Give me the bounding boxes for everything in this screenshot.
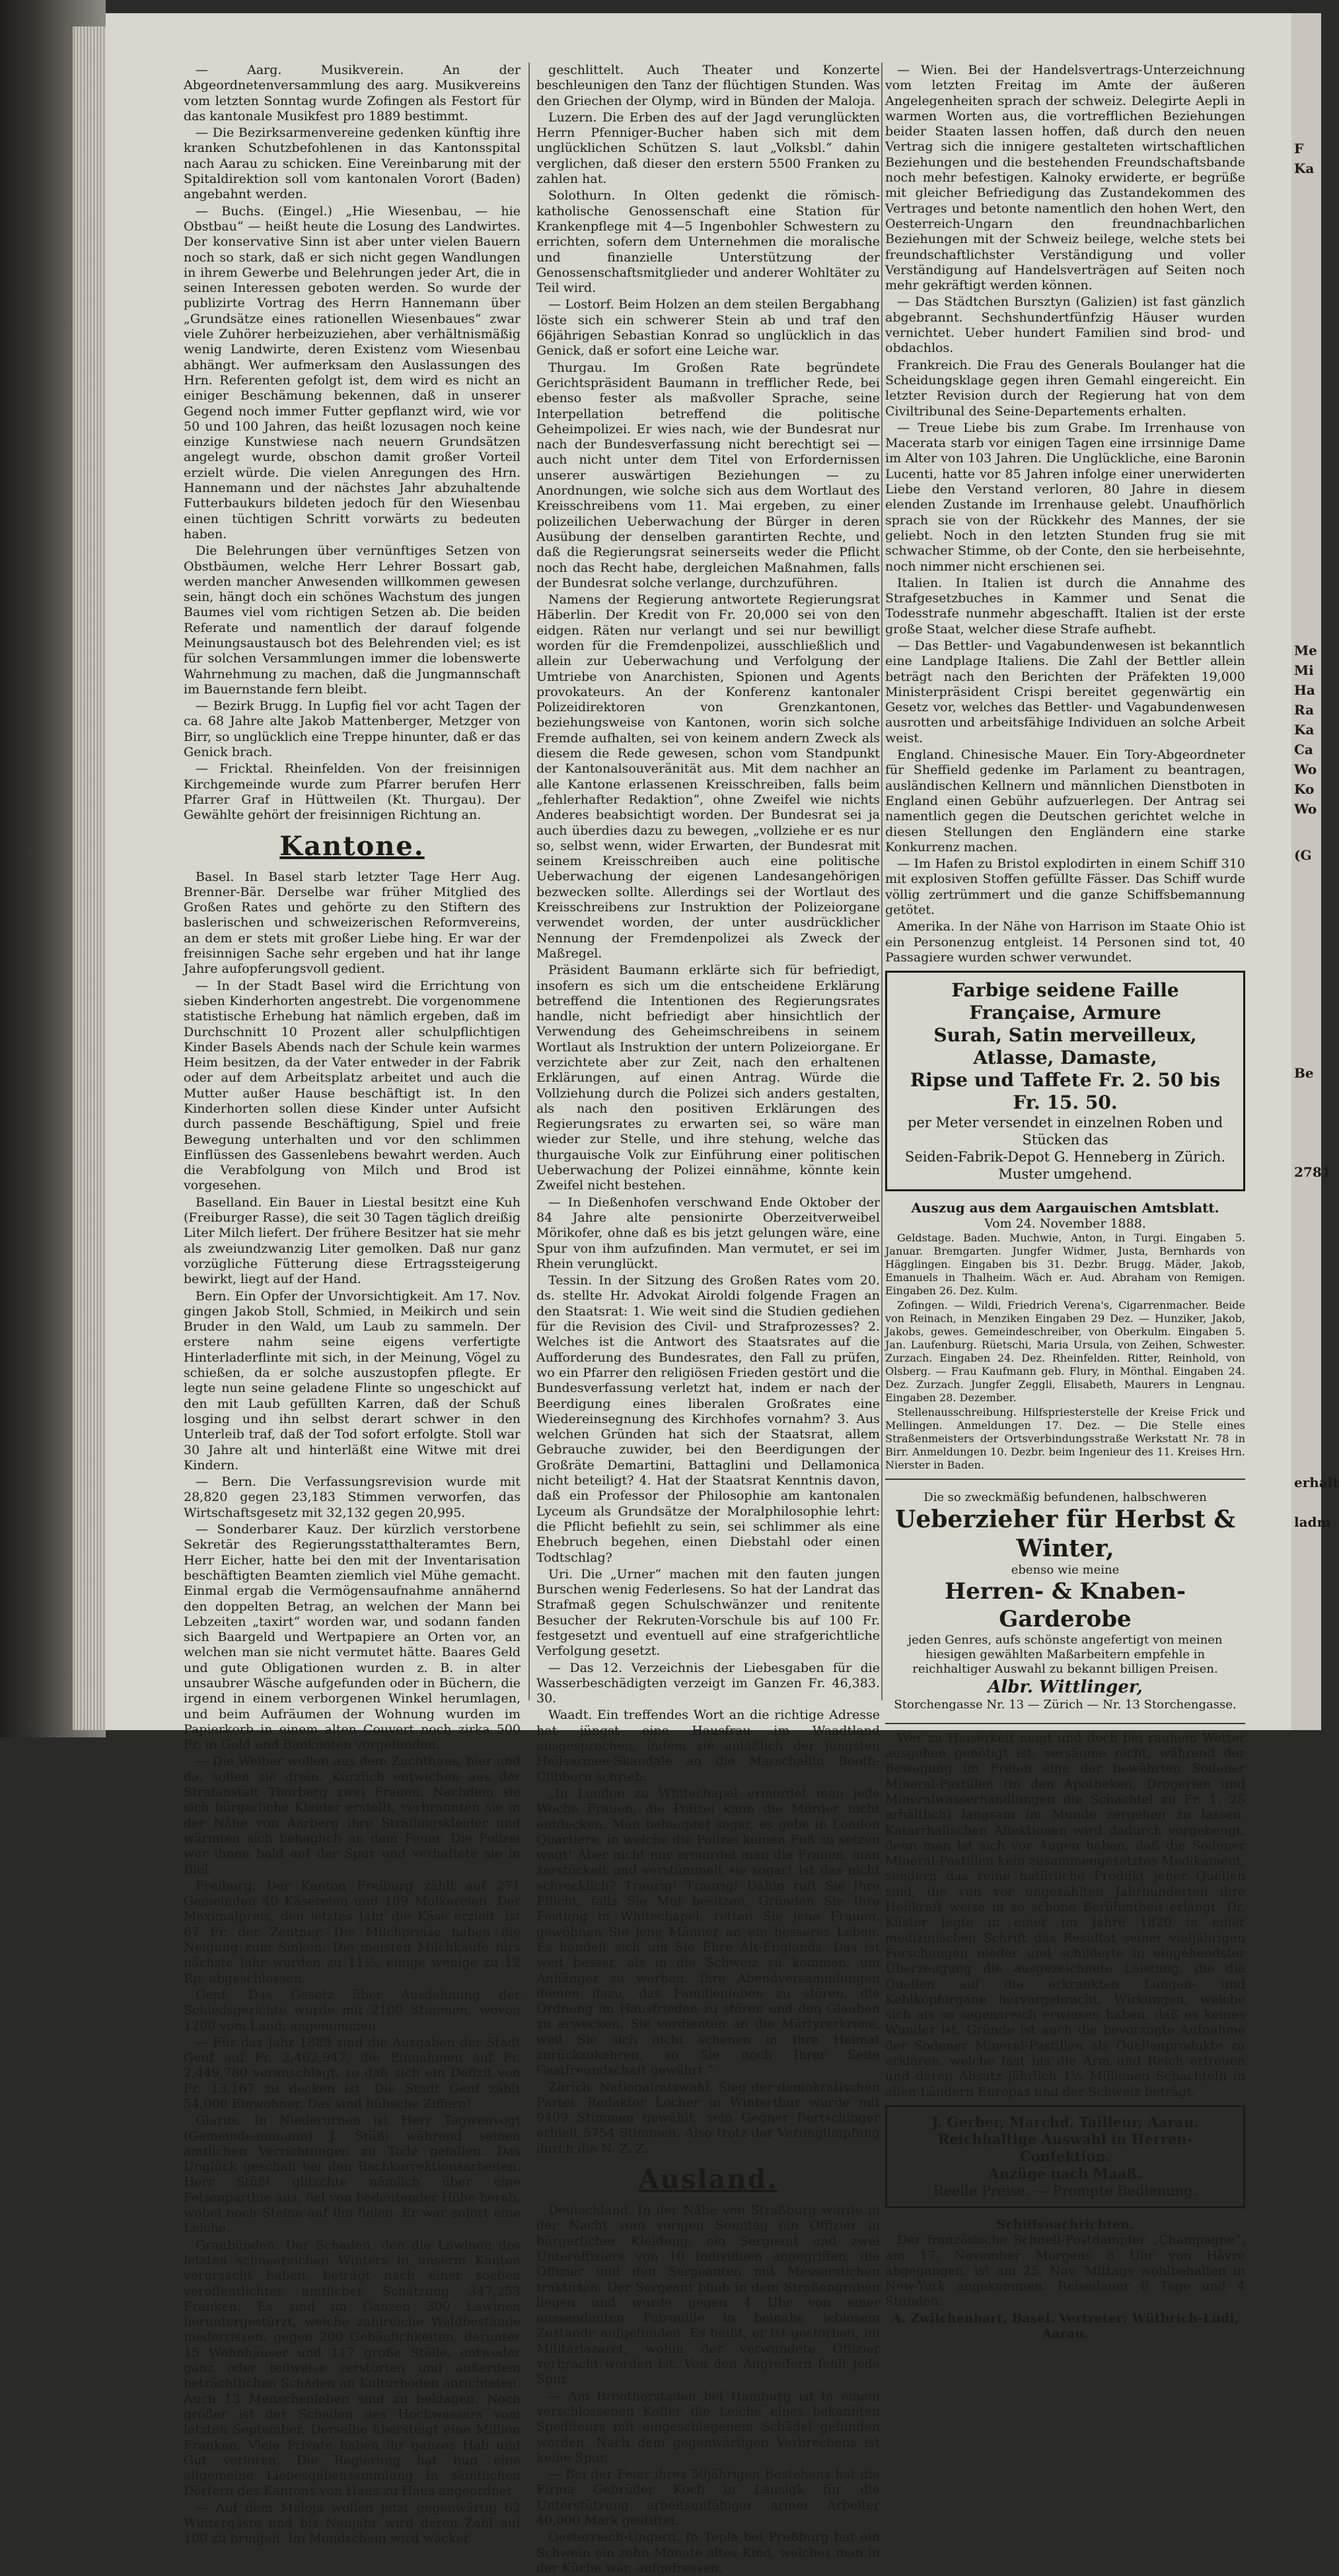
article: Waadt. Ein treffendes Wort an die richtige Adresse hat jüngst eine Hausfrau im Waadtland ausgesprochen, indem sie anläßlich der jüngsten Heilsarmee-Skandale an die Marschallin Booth-Clibborn schrieb:	[536, 1708, 880, 1784]
article: Die Belehrungen über vernünftiges Setzen von Obstbäumen, welche Herr Lehrer Bossart gab, werden mancher Anwesenden willkommen gewesen sein, hängt doch ein schönes Wachstum des jungen Baumes viel vom richtigen Setzen ab. Die beiden Referate und namentlich der darauf folgende Meinungsaustausch bot des Belehrenden viel; es ist für solchen Versammlungen immer die lobenswerte Wahrnehmung zu machen, daß die Jungmannschaft im Bauernstande fern bleibt.	[184, 543, 521, 697]
article: — Wien. Bei der Handelsvertrags-Unterzeichnung vom letzten Freitag im Amte der äußeren Angelegenheiten sprach der schweiz. Delegirte Aepli in warmen Worten aus, die vortrefflichen Beziehungen beider Staaten lassen hoffen, daß durch den neuen Vertrag sich die innigere gestalteten wirtschaftlichen Beziehungen und die bestehenden Freundschaftsbande noch mehr befestigen. Kalnoky erwiderte, er begrüße mit gleicher Befriedigung das Zustandekommen des Vertrages und betonte namentlich den hohen Wert, den Oesterreich-Ungarn den freundnachbarlichen Beziehungen mit der Schweiz beilege, welche stets bei freundschaftlichster Verständigung und voller Verständigung auf Handelsverträgen auf Seiten noch mehr gekräftigt werden können.	[885, 63, 1245, 293]
article: geschlittelt. Auch Theater und Konzerte beschleunigen den Tanz der flüchtigen Stunden. Was den Griechen der Olymp, wird in Bünden der Maloja.	[536, 63, 880, 108]
article: Oesterreich-Ungarn. In Tepla bei Preßburg hat ein Schwein ein zehn Monate altes Kind, welches man in der Küche war, aufgefressen.	[536, 2530, 880, 2575]
stub-text: (G	[1294, 847, 1312, 863]
ad-line: Muster umgehend.	[998, 1166, 1132, 1183]
ad-line: per Meter versendet in einzelnen Roben und Stücken das	[907, 1115, 1223, 1148]
ship-news-title: Schiffsnachrichten.	[996, 2217, 1134, 2232]
article: Luzern. Die Erben des auf der Jagd verunglückten Herrn Pfenniger-Bucher haben sich mit dem unglücklichen Schützen S. laut „Volksbl.“ dahin verglichen, daß dieser den erstern 5500 Franken zu zahlen hat.	[536, 110, 880, 187]
article: „In London zu Whitechapel ermordet man jede Woche Frauen, die Polizei kann die Mörder nicht entdecken. Man behauptet sogar, es gebe in London Quartiere, in welche die Polizei keinen Fuß zu setzen wagt! Aber nicht nur ermordet man die Frauen, man zerstückelt und verstümmelt sie sogar! Ist das nicht schrecklich? Traurig! Traurig! Dahin ruft Sie Ihre Pflicht, falls Sie Mut besitzen. Gründen Sie Ihre Festung in Whitechapel, retten Sie jene Frauen, gewöhnen Sie jene Männer an ein besseres Leben. Es handelt sich um Sie Ehre Alt-Englands. Das ist weit besser, als in die Schweiz zu kommen, um Anhänger zu werben. Ihre Abendversammlungen dienen dazu, das Familienleben zu stören, die Ordnung im Hausfrieden zu stören und den Glauben zu erwecken. Sie verdienten an die Märtyrerkrone, weil Sie sich nicht schenen in Ihre Heimat zurückzukehren, so Sie noch Ihrer Seite Gastfreundschaft gewährt.“	[536, 1786, 880, 2078]
article: — Die Weiber wollen aus dem Zuchthaus, hier und da, sollen sie drein. Kürzlich entwichen aus der Strafanstalt Thorberg zwei Frauen. Nachdem sie sich bürgerliche Kleider erstellt, verbrannten sie in der Nähe von Aarberg ihre Sträflingskleider und wärmten sich behaglich an dem Feuer. Die Polizei war ihnen bald auf der Spur und verhaftete sie in Biel.	[184, 1754, 521, 1877]
stub-text: Ka	[1294, 722, 1315, 738]
article: Uri. Die „Urner“ machen mit den fauten jungen Burschen wenig Federlesens. So hat der Landrat das Strafmaß gegen Schulschwänzer und renitente Besucher der Rekruten-Vorschule bis auf 100 Fr. festgesetzt und eventuell auf eine strafgerichtliche Verfolgung gesetzt.	[536, 1566, 880, 1659]
column-2	[536, 63, 880, 2575]
advertisement-pastilles: Wer zu Heiserkeit neigt und doch bei rauhem Wetter ausgehen genötigt ist, versäume nicht, während der Bewegung im Freien eine der bewährten Sodener Mineral-Pastillen (in den Apotheken, Drogerien und Mineralwasserhandlungen die Schachtel zu Fr. 1. 25 erhältlich) langsam im Munde zergehen zu lassen. Katarrhalischen Affektionen wird dadurch vorgebeugt, denn man ist sich vor Augen haben, daß die Sodener Mineral-Pastillen kein zusammengesetztes Medikament, sondern das reine natürliche Produkt jener Quellen sind, die von vor ungezählten Jahrhunderten ihre Heilkraft weise in so schöne Berühmtheit erlangt. Dr. Küster legte in einer im Jahre 1820 in einer medizinischen Schrift das Resultat seiner vieljährigen Forschungen nieder und schilderte in eingehendster Überzeugung die ausgezeichnete Leistung, die die Quellen auf die erkrankten Lungen- und Kehlkopforgane hervorgebracht, Wirkungen, welche sich als so segensreich erwiesen haben, daß es keines Wunder ist, Gründe ist auch die bevorzugte Aufnahme der Sodener Mineral-Pastillen als Quellenprodukte zu erklären, welche fast bis die Arm und Reich erfreuen und deren Absatz jährlich 1½ Millionen Schachteln in allen Ländern Europas und der Schweiz beträgt.	[885, 1730, 1245, 2099]
article: Zürich. Nationalratswahl. Sieg der demokratischen Partei. Redaktor Locher in Winterthur wurde mit 9409 Stimmen gewählt, sein Gegner Bertschinger erhielt 5754 Stimmen. Also trotz der Verunglimpfung durch die N. Z. Z.	[536, 2079, 880, 2156]
advertisement-coats	[885, 1486, 1245, 1716]
ad-line: Reelle Preise. — Prompte Bedienung.	[933, 2182, 1198, 2199]
article: Frankreich. Die Frau des Generals Boulanger hat die Scheidungsklage gegen ihren Gemahl eingereicht. Ein letzter Revision durch der Regierung hat von dem Civiltribunal des Seine-Departements erhalten.	[885, 357, 1245, 419]
column-divider	[881, 63, 883, 1700]
stub-text: Ha	[1294, 682, 1315, 698]
ad-line: J. Gerber, Marchd. Tailleur, Aarau.	[931, 2113, 1199, 2130]
stub-text: 2781	[1294, 1164, 1331, 1180]
section-heading-kantone: Kantone.	[279, 830, 425, 862]
article: Graubünden. Der Schaden, den die Lawinen des letzten schneereichen Winters in unserm Kanton verursacht haben, beträgt nach einer soeben veröffentlichter amtlicher Schätzung 347,253 Franken. Es sind im Ganzen 300 Lawinen heruntergestürzt, welche zahlreiche Waldbestände niederrissen, gegen 200 Gebäulichkeiten, darunter 15 Wohnhäuser und 117 große Ställe, entweder ganz oder teilweise zerstörten und außerdem beträchtlichen Schaden an Kulturboden anrichteten. Auch 13 Menschenleben sind zu beklagen. Noch größer ist der Schaden des Hochwassers vom letzten September. Derselbe übersteigt eine Million Franken. Viele Private haben ihr ganzes Hab und Gut verloren. Die Regierung hat nun eine allgemeine Liebesgabensammlung in sämtlichen Dörfern des Kantons von Haus zu Haus angeordnet.	[184, 2237, 521, 2499]
article: Deutschland. In der Nähe von Straßburg wurde in der Nacht vom vorigen Sonntag ein Offizier in bürgerlicher Kleidung, ein Sergeant und zwei Unteroffiziere von 10 Individuen angegriffen, die Offizier und den Sergeanten mit Messerstichen traktirten. Der Sergeant blieb in dem Straßengraben liegen und wurde gegen 4 Uhr von einer aussendenten Patrouille in beinahe leblosem Zustande aufgefunden. Es heißt, er ist gestorben, im Militärlazaret, wohin der verwundete Offizier verbracht worden ist. Von den Angreifern fehlt jede Spur.	[536, 2203, 880, 2387]
ad-line: Reichhaltige Auswahl in Herren-Confektion.	[937, 2130, 1193, 2165]
article: — Auf dem Maloja wollen jetzt gegenwärtig 62 Wintergäste und bis Neujahr wird deren Zahl auf 100 zu bringen. Im Mondschein wird wacker	[184, 2500, 521, 2546]
article: — Treue Liebe bis zum Grabe. Im Irrenhause von Macerata starb vor einigen Tagen eine irrsinnige Dame im Alter von 103 Jahren. Die Unglückliche, eine Baronin Lucenti, hatte vor 85 Jahren infolge einer unerwiderten Liebe den Verstand verloren, 80 Jahre in diesem elenden Zustande im Irrenhause gelebt. Unaufhörlich sprach sie von der Rückkehr des Mannes, der sie geliebt. Noch in den letzten Stunden frug sie mit schwacher Stimme, ob der Conte, den sie herbeisehnte, noch nimmer nicht erschienen sei.	[885, 420, 1245, 574]
ad-intro: Die so zweckmäßig befundenen, halbschweren	[923, 1490, 1207, 1504]
stub-text: Be	[1294, 1065, 1314, 1081]
advertisement-silk	[885, 971, 1245, 1191]
divider	[885, 1723, 1245, 1724]
stub-text: Ka	[1294, 160, 1315, 176]
ad-line: Farbige seidene Faille Française, Armure	[951, 979, 1179, 1024]
article: — Buchs. (Eingel.) „Hie Wiesenbau, — hie Obstbau“ — heißt heute die Losung des Landwirtes. Der konservative Sinn ist aber unter vielen Bauern noch so stark, daß er sich nicht gegen Wandlungen in ihrem Gewerbe und Belehrungen jeder Art, die in seinen Interessen geboten werden. So wurde der publizirte Vortrag des Herrn Hannemann über „Grundsätze eines rationellen Wiesenbaues“ zwar viele Zuhörer herbeizuziehen, aber verhältnismäßig wenig Landwirte, deren Existenz vom Wiesenbau abhängt. Wer aufmerksam den Auslassungen des Hrn. Referenten gefolgt ist, dem wird es nicht an einiger Beschämung bekennen, daß in unserer Gegend noch immer Futter gepflanzt wird, wie vor 50 und 100 Jahren, das heißt lozusagen noch keine einzige Kunstwiese nach neuern Grundsätzen angelegt wurde, obschon damit großer Vorteil erzielt würde. Die vielen Anregungen des Hrn. Hannemann und der nächstes Jahr abzuhaltende Futterbaukurs bildeten jedoch für den Wiesenbau einen tüchtigen Schritt vorwärts zu bedeuten haben.	[184, 203, 521, 541]
ad-connector: ebenso wie meine	[1011, 1562, 1120, 1577]
ship-news-text: Der französische Schnell-Postdampfer „Champagne“, am 17. November Morgens 8 Uhr von Hâvre abgegangen, ist am 25. Nov. Mittags wohlbehalten in New-York angekommen. Reisedauer 8 Tage und 4 Stunden.	[885, 2233, 1245, 2309]
stub-text: erhalt	[1294, 1475, 1339, 1490]
article: Amerika. In der Nähe von Harrison im Staate Ohio ist ein Personenzug entgleist. 14 Personen sind tot, 40 Passagiere wurden schwer verwundet.	[885, 919, 1245, 965]
article: Genf. Das Gesetz über Ausdehnung der Schiedsgerichte wurde mit 2100 Stimmen, wovon 1200 vom Land, angenommen.	[184, 1987, 521, 2033]
article: — Sonderbarer Kauz. Der kürzlich verstorbene Sekretär des Regierungsstatthalteramtes Bern, Herr Eicher, hatte bei den mit der Inventarisation beschäftigten Beamten ziemlich viel Mühe gemacht. Einmal ergab die Vermögensaufnahme annähernd den doppelten Betrag, an welchen der Mann bei Lebzeiten „taxirt“ worden war, und sodann fanden sich Baargeld und Wertpapiere an Orten vor, an welchen man sie nicht vermutet hätte. Baares Geld und gute Obligationen wurden z. B. in alter unsaubrer Wäsche aufgefunden oder in Büchern, die irgend in einem verborgenen Winkel herumlagen, und beim Aufräumen der Wohnung wurden im Papierkorb in einem alten Couvert noch zirka 500 Fr. in Gold und Banknoten vorgefunden.	[184, 1522, 521, 1753]
column-divider	[528, 63, 530, 1700]
amtsblatt-text: Stellenausschreibung. Hilfspriesterstelle der Kreise Frick und Mellingen. Anmeldungen 17. Dez. — Die Stelle eines Straßenmeisters der Ortsverbindungsstraße Werkstatt Nr. 78 in Birr. Anmeldungen 10. Dezbr. beim Ingenieur des 11. Kreises Hrn. Nierster in Baden.	[885, 1405, 1245, 1471]
article: — Fricktal. Rheinfelden. Von der freisinnigen Kirchgemeinde wurde zum Pfarrer berufen Herr Pfarrer Graf in Hüttweilen (Kt. Thurgau). Der Gewählte gehört der freisinnigen Richtung an.	[184, 761, 521, 823]
article: — Das Bettler- und Vagabundenwesen ist bekanntlich eine Landplage Italiens. Die Zahl der Bettler allein beträgt nach den Berichten der Präfekten 19,000 Ministerpräsident Crispi bereitet gegenwärtig ein Gesetz vor, welches das Bettler- und Vagabundenwesen ausrotten und arbeitsfähige Individuen an solche Arbeit weist.	[885, 638, 1245, 746]
amtsblatt-title: Auszug aus dem Aargauischen Amtsblatt.	[911, 1200, 1219, 1216]
article: — Das 12. Verzeichnis der Liebesgaben für die Wasserbeschädigten verzeigt im Ganzen Fr. 46,383. 30.	[536, 1660, 880, 1706]
stub-text: Ko	[1294, 781, 1315, 797]
stub-text: Ra	[1294, 702, 1315, 718]
column-1	[184, 63, 521, 2546]
article: — In Dießenhofen verschwand Ende Oktober der 84 Jahre alte pensionirte Oberzeitverweibel Mörikofer, ohne daß es bis jetzt gelungen wäre, eine Spur von ihm aufzufinden. Man vermutet, er sei im Rhein verunglückt.	[536, 1195, 880, 1271]
article: — Bern. Die Verfassungsrevision wurde mit 28,820 gegen 23,183 Stimmen verworfen, das Wirtschaftsgesetz mit 32,132 gegen 20,995.	[184, 1475, 521, 1520]
next-page-stub	[1291, 13, 1339, 1730]
amtsblatt-date: Vom 24. November 1888.	[984, 1216, 1146, 1231]
stub-text: Ca	[1294, 742, 1313, 757]
ad-body: jeden Genres, aufs schönste angefertigt von meinen hiesigen gewählten Maßarbeitern empfehle in reichhaltiger Auswahl zu bekannt billigen Preisen.	[908, 1632, 1223, 1676]
article: — In der Stadt Basel wird die Errichtung von sieben Kinderhorten angestrebt. Die vorgenommene statistische Erhebung hat nämlich ergeben, daß im Durchschnitt 10 Prozent aller schulpflichtigen Kinder Basels Abends nach der Schule kein warmes Heim besitzen, da der Vater entweder in der Fabrik oder auf dem Arbeitsplatz arbeitet und auch die Mutter außer Hause beschäftigt ist. In den Kinderhorten sollen diese Kinder unter Aufsicht durch passende Beschäftigung, Spiel und freie Bewegung unterhalten und vor den schlimmen Einflüssen des Gassenlebens bewahrt werden. Auch die Verabfolgung von Milch und Brod ist vorgesehen.	[184, 978, 521, 1193]
stub-text: ladm	[1294, 1514, 1331, 1530]
advertisement-gerber	[885, 2105, 1245, 2208]
ad-headline-2: Herren- & Knaben-Garderobe	[945, 1578, 1186, 1632]
article: Tessin. In der Sitzung des Großen Rates vom 20. ds. stellte Hr. Advokat Airoldi folgende Fragen an den Staatsrat: 1. Wie weit sind die Studien gediehen für die Revision des Civil- und Strafprozesses? 2. Welches ist die Antwort des Staatsrates auf die Aufforderung des Bundesrates, den Fall zu prüfen, wo ein Pfarrer den religiösen Frieden gestört und die Bundesverfassung verletzt hat, indem er nach der Beerdigung eines liberalen Großrates eine Wiedereinsegnung des Kirchhofes vornahm? 3. Aus welchen Gründen hat sich der Staatsrat, allem Gebrauche zuwider, bei den Beerdigungen der Großräte Demartini, Battaglini und Dellamonica nicht beteiligt? 4. Hat der Staatsrat Kenntnis davon, daß ein Professor der Philosophie am kantonalen Lyceum als Grundsätze der Moralphilosophie lehrt: die Pflicht befiehlt zu sein, sei schlimmer als eine Ehebruch begehen, einen Diebstahl oder einen Todtschlag?	[536, 1273, 880, 1565]
article: — Im Hafen zu Bristol explodirten in einem Schiff 310 mit explosiven Stoffen gefüllte Fässer. Das Schiff wurde völlig zertrümmert und die ganze Schiffsbemannung getötet.	[885, 856, 1245, 918]
article: Basel. In Basel starb letzter Tage Herr Aug. Brenner-Bär. Derselbe war früher Mitglied des Großen Rates und gehörte zu den Stiftern des baslerischen und schweizerischen Reformvereins, an dem er stets mit großer Liebe hing. Er war der freisinnigen Sache sehr ergeben und hat ihr lange Jahre aufopferungsvoll gedient.	[184, 869, 521, 977]
stub-text: Me	[1294, 643, 1317, 658]
article: — Lostorf. Beim Holzen an dem steilen Bergabhang löste sich ein schwerer Stein ab und traf den 66jährigen Sebastian Konrad so unglücklich in das Genick, daß er sofort eine Leiche war.	[536, 297, 880, 359]
divider	[885, 1479, 1245, 1480]
amtsblatt-text: Geldstage. Baden. Muchwie, Anton, in Turgi. Eingaben 5. Januar. Bremgarten. Jungfer Widmer, Justa, Bernhards von Hägglingen. Eingaben bis 31. Dezbr. Brugg. Mäder, Jakob, Emanuels in Thalheim. Wäch er. Aud. Abraham von Remigen. Eingaben 26. Dez. Kulm.	[885, 1231, 1245, 1297]
article: — Bezirk Brugg. In Lupfig fiel vor acht Tagen der ca. 68 Jahre alte Jakob Mattenberger, Metzger von Birr, so unglücklich eine Treppe hinunter, daß er das Genick brach.	[184, 699, 521, 760]
article: Glarus. In Niederurnen ist Herr Tagwenvogt (Gemeindeammann) J. Stüßi während seinen amtlichen Verrichtungen zu Tode gefallen. Das Unglück geschah bei den Bachkorrektionsarbeiten. Herr Stüßi glitschte nämlich über eine Felsenparthie aus, fiel von bedeutender Höhe herab, wobei noch Steine auf ihn fielen. Er war sofort eine Leiche.	[184, 2113, 521, 2236]
ship-news	[885, 2217, 1245, 2342]
ship-news-agent: A. Zwilchenbart, Basel. Vertreter: Wüthrich-Lüdi, Aarau.	[891, 2311, 1239, 2342]
article: Bern. Ein Opfer der Unvorsichtigkeit. Am 17. Nov. gingen Jakob Stoll, Schmied, in Meikirch und sein Bruder in den Wald, um Laub zu sammeln. Der erstere nahm seine eigens verfertigte Hinterladerflinte mit sich, in der Meinung, Vögel zu schießen, da er solche auszustopfen pflegte. Er legte nun seine geladene Flinte so ungeschickt auf den mit Laub gefüllten Karren, daß der Schuß losging und ihn selbst derart schwer in den Unterleib traf, daß der Tod sofort erfolgte. Stoll war 30 Jahre alt und hinterläßt eine Witwe mit drei Kindern.	[184, 1288, 521, 1473]
article: Baselland. Ein Bauer in Liestal besitzt eine Kuh (Freiburger Rasse), die seit 30 Tagen täglich dreißig Liter Milch liefert. Der frühere Besitzer hat sie mehr als zweiundzwanzig Liter gemolken. Daß nur ganz vorzügliche Fütterung diese Ertragssteigerung bewirkt, liegt auf der Hand.	[184, 1195, 521, 1287]
article: — Am Broothorstaden bei Hamburg ist in einem verschlossenen Koffer die Leiche eines bekannten Spediteurs mit eingeschlagenem Schädel gefunden worden. Nach dem gegenwärtigen Verbrechens ist keine Spur.	[536, 2388, 880, 2465]
amtsblatt-excerpt	[885, 1201, 1245, 1472]
stub-text: F	[1294, 141, 1304, 157]
ad-line: Ripse und Taffete Fr. 2. 50 bis Fr. 15. 50.	[910, 1069, 1221, 1114]
ad-line: Seiden-Fabrik-Depot G. Henneberg in Zürich.	[904, 1149, 1226, 1166]
stub-text: Wo	[1294, 761, 1317, 777]
stub-text: Mi	[1294, 662, 1314, 678]
article: Thurgau. Im Großen Rate begründete Gerichtspräsident Baumann in trefflicher Rede, bei ebenso fester als maßvoller Sprache, seine Interpellation betreffend die politische Geheimpolizei. Er wies nach, wie der Bundesrat nur nach der Bundesverfassung nicht berechtigt sei — auch nicht unter dem Titel von Erfordernissen unserer auswärtigen Beziehungen — zu Anordnungen, wie solche sich aus dem Wortlaut des Kreisschreibens vom 11. Mai ergeben, zu einer polizeilichen Ueberwachung der Bürger in deren Ausübung der denselben garantirten Rechte, und daß die Regierungsrat seinerseits weder die Pflicht noch das Recht habe, dergleichen Maßnahmen, falls der Bundesrat solche verlange, durchzuführen.	[536, 360, 880, 590]
article: — Für das Jahr 1889 sind die Ausgaben der Stadt Genf auf Fr. 2,462,947, die Einnahmen auf Fr. 2,449,780 veranschlagt, so daß sich ein Defizit von Fr. 13,167 zu decken ist. Die Stadt Genf zählt 54,000 Einwohner. Das sind hübsche Ziffern!	[184, 2035, 521, 2111]
ad-address: Storchengasse Nr. 13 — Zürich — Nr. 13 Storchengasse.	[894, 1697, 1237, 1712]
article: Solothurn. In Olten gedenkt die römisch-katholische Genossenschaft eine Station für Krankenpflege mit 4—5 Ingenbohler Schwestern zu errichten, sofern dem Unternehmen die moralische und finanzielle Unterstützung der Genossenschaftsmitglieder und anderer Wohltäter zu Teil wird.	[536, 188, 880, 296]
article: — Bei der Feier ihres 50jährigen Bestehens hat die Firma Gebrüder Koch in Lausigk für die Unterstützung arbeitsunfähiger armer Arbeiter 40,000 Mark gestiftet.	[536, 2467, 880, 2528]
amtsblatt-text: Zofingen. — Wildi, Friedrich Verena's, Cigarrenmacher. Beide von Reinach, in Menziken Eingaben 29 Dez. — Hunziker, Jakob, Jakobs, gewes. Gemeindeschreiber, von Oberkulm. Eingaben 5. Jan. Laufenburg. Rüetschi, Maria Ursula, von Zeihen, Schwester. Zurzach. Eingaben 24. Dez. Rheinfelden. Ritter, Reinhold, von Olsberg. — Frau Kaufmann geb. Flury, in Mönthal. Eingaben 24. Dez. Zurzach. Jungfer Zeggli, Elisabeth, Maurers in Lengnau. Eingaben 28. Dezember.	[885, 1298, 1245, 1404]
ad-shop-name: Albr. Wittlinger,	[988, 1677, 1143, 1697]
article: Freiburg. Der Kanton Freiburg zählt auf 271 Gemeinden 40 Käsereien und 189 Molkereien. Der Maximalpreis, den letztes Jahr die Käse erzielt, ist 67 Fr. der Zentner. Die Milchpreise haben die Neigung zum Sinken. Die meisten Milchkäufe fürs nächste Jahr wurden zu 11½, einige wenige zu 12 Rp. abgeschlossen.	[184, 1878, 521, 1986]
article: England. Chinesische Mauer. Ein Tory-Abgeordneter für Sheffield gedenke im Parlament zu beantragen, ausländischen Kellnern und männlichen Dienstboten in England einen Gebühr aufzuerlegen. Der Antrag sei namentlich gegen die Deutschen gerichtet welche in diesen Stellungen den Engländern eine starke Konkurrenz machen.	[885, 748, 1245, 854]
column-3	[885, 63, 1245, 2342]
section-heading-ausland: Ausland.	[638, 2164, 778, 2196]
article: — Die Bezirksarmenvereine gedenken künftig ihre kranken Schutzbefohlenen in das Kantonsspital nach Aarau zu schicken. Eine Vereinbarung mit der Spitaldirektion soll vom kantonalen Vorort (Baden) angebahnt werden.	[184, 125, 521, 202]
article: — Aarg. Musikverein. An der Abgeordnetenversammlung des aarg. Musikvereins vom letzten Sonntag wurde Zofingen als Festort für das kantonale Musikfest pro 1889 bestimmt.	[184, 63, 521, 123]
ad-line: Surah, Satin merveilleux, Atlasse, Damaste,	[933, 1024, 1197, 1069]
stub-text: Wo	[1294, 801, 1317, 817]
article: — Das Städtchen Bursztyn (Galizien) ist fast gänzlich abgebrannt. Sechshundertfünfzig Häuser wurden vernichtet. Ueber hundert Familien sind brod- und obdachlos.	[885, 295, 1245, 356]
article: Präsident Baumann erklärte sich für befriedigt, insofern es sich um die entscheidene Erklärung betreffend die Intentionen des Regierungsrates handle, nicht befriedigt aber hinsichtlich der Verwendung des Geheimschreibens in seinem Wortlaut als Instruktion der untern Polizeiorgane. Er verzichtete aber zur Zeit, nach den erhaltenen Erklärungen, auf einen Antrag. Würde die Vollziehung durch die Polizei sich anders gestalten, als nach den positiven Erklärungen des Regierungsrates zu erwarten sei, so wäre man wieder zur Stelle, und ihre stehung, welche das thurgauische Volk zur Einführung einer politischen Ueberwachung der Polizei einnähme, könnte kein Zweifel nicht bestehen.	[536, 963, 880, 1193]
article: Namens der Regierung antwortete Regierungsrat Häberlin. Der Kredit von Fr. 20,000 sei von den eidgen. Räten nur verlangt und sei nur bewilligt worden für die Fremdenpolizei, ausschließlich und allein zur Ueberwachung und Verfolgung der Umtriebe von Anarchisten, Spionen und Agents provokateurs. An der Konferenz kantonaler Polizeidirektoren von Grenzkantonen, beziehungsweise von Kantonen, worin sich solche Fremde aufhalten, sei von keinem andern Zweck als diesem die Rede gewesen, schon vom Standpunkt der Kantonalsouveränität aus. Mit dem nachher an alle Kantone erlassenen Kreisschreiben, falls beim „fehlerhafter Redaktion“, ohne Zweifel wie nichts Anderes beabsichtigt worden. Der Bundesrat sei ja auch überdies dazu zu bewegen, „vollziehe er es nur so, selbst wenn, wider Erwarten, der Bundesrat mit seinem Kreisschreiben auch eine politische Ueberwachung der eigenen Landesangehörigen bezwecken sollte. Allerdings sei der Wortlaut des Kreisschreibens zur Instruktion der Polizeiorgane verwendet worden, der unter ausdrücklicher Nennung der Fremdenpolizei als Zweck der Maßregel.	[536, 592, 880, 961]
article: Italien. In Italien ist durch die Annahme des Strafgesetzbuches in Kammer und Senat die Todesstrafe nunmehr abgeschafft. Italien ist der erste große Staat, welcher diese Strafe aufhebt.	[885, 575, 1245, 637]
ad-line: Anzüge nach Maaß.	[988, 2165, 1142, 2182]
ad-headline: Ueberzieher für Herbst & Winter,	[894, 1505, 1236, 1562]
